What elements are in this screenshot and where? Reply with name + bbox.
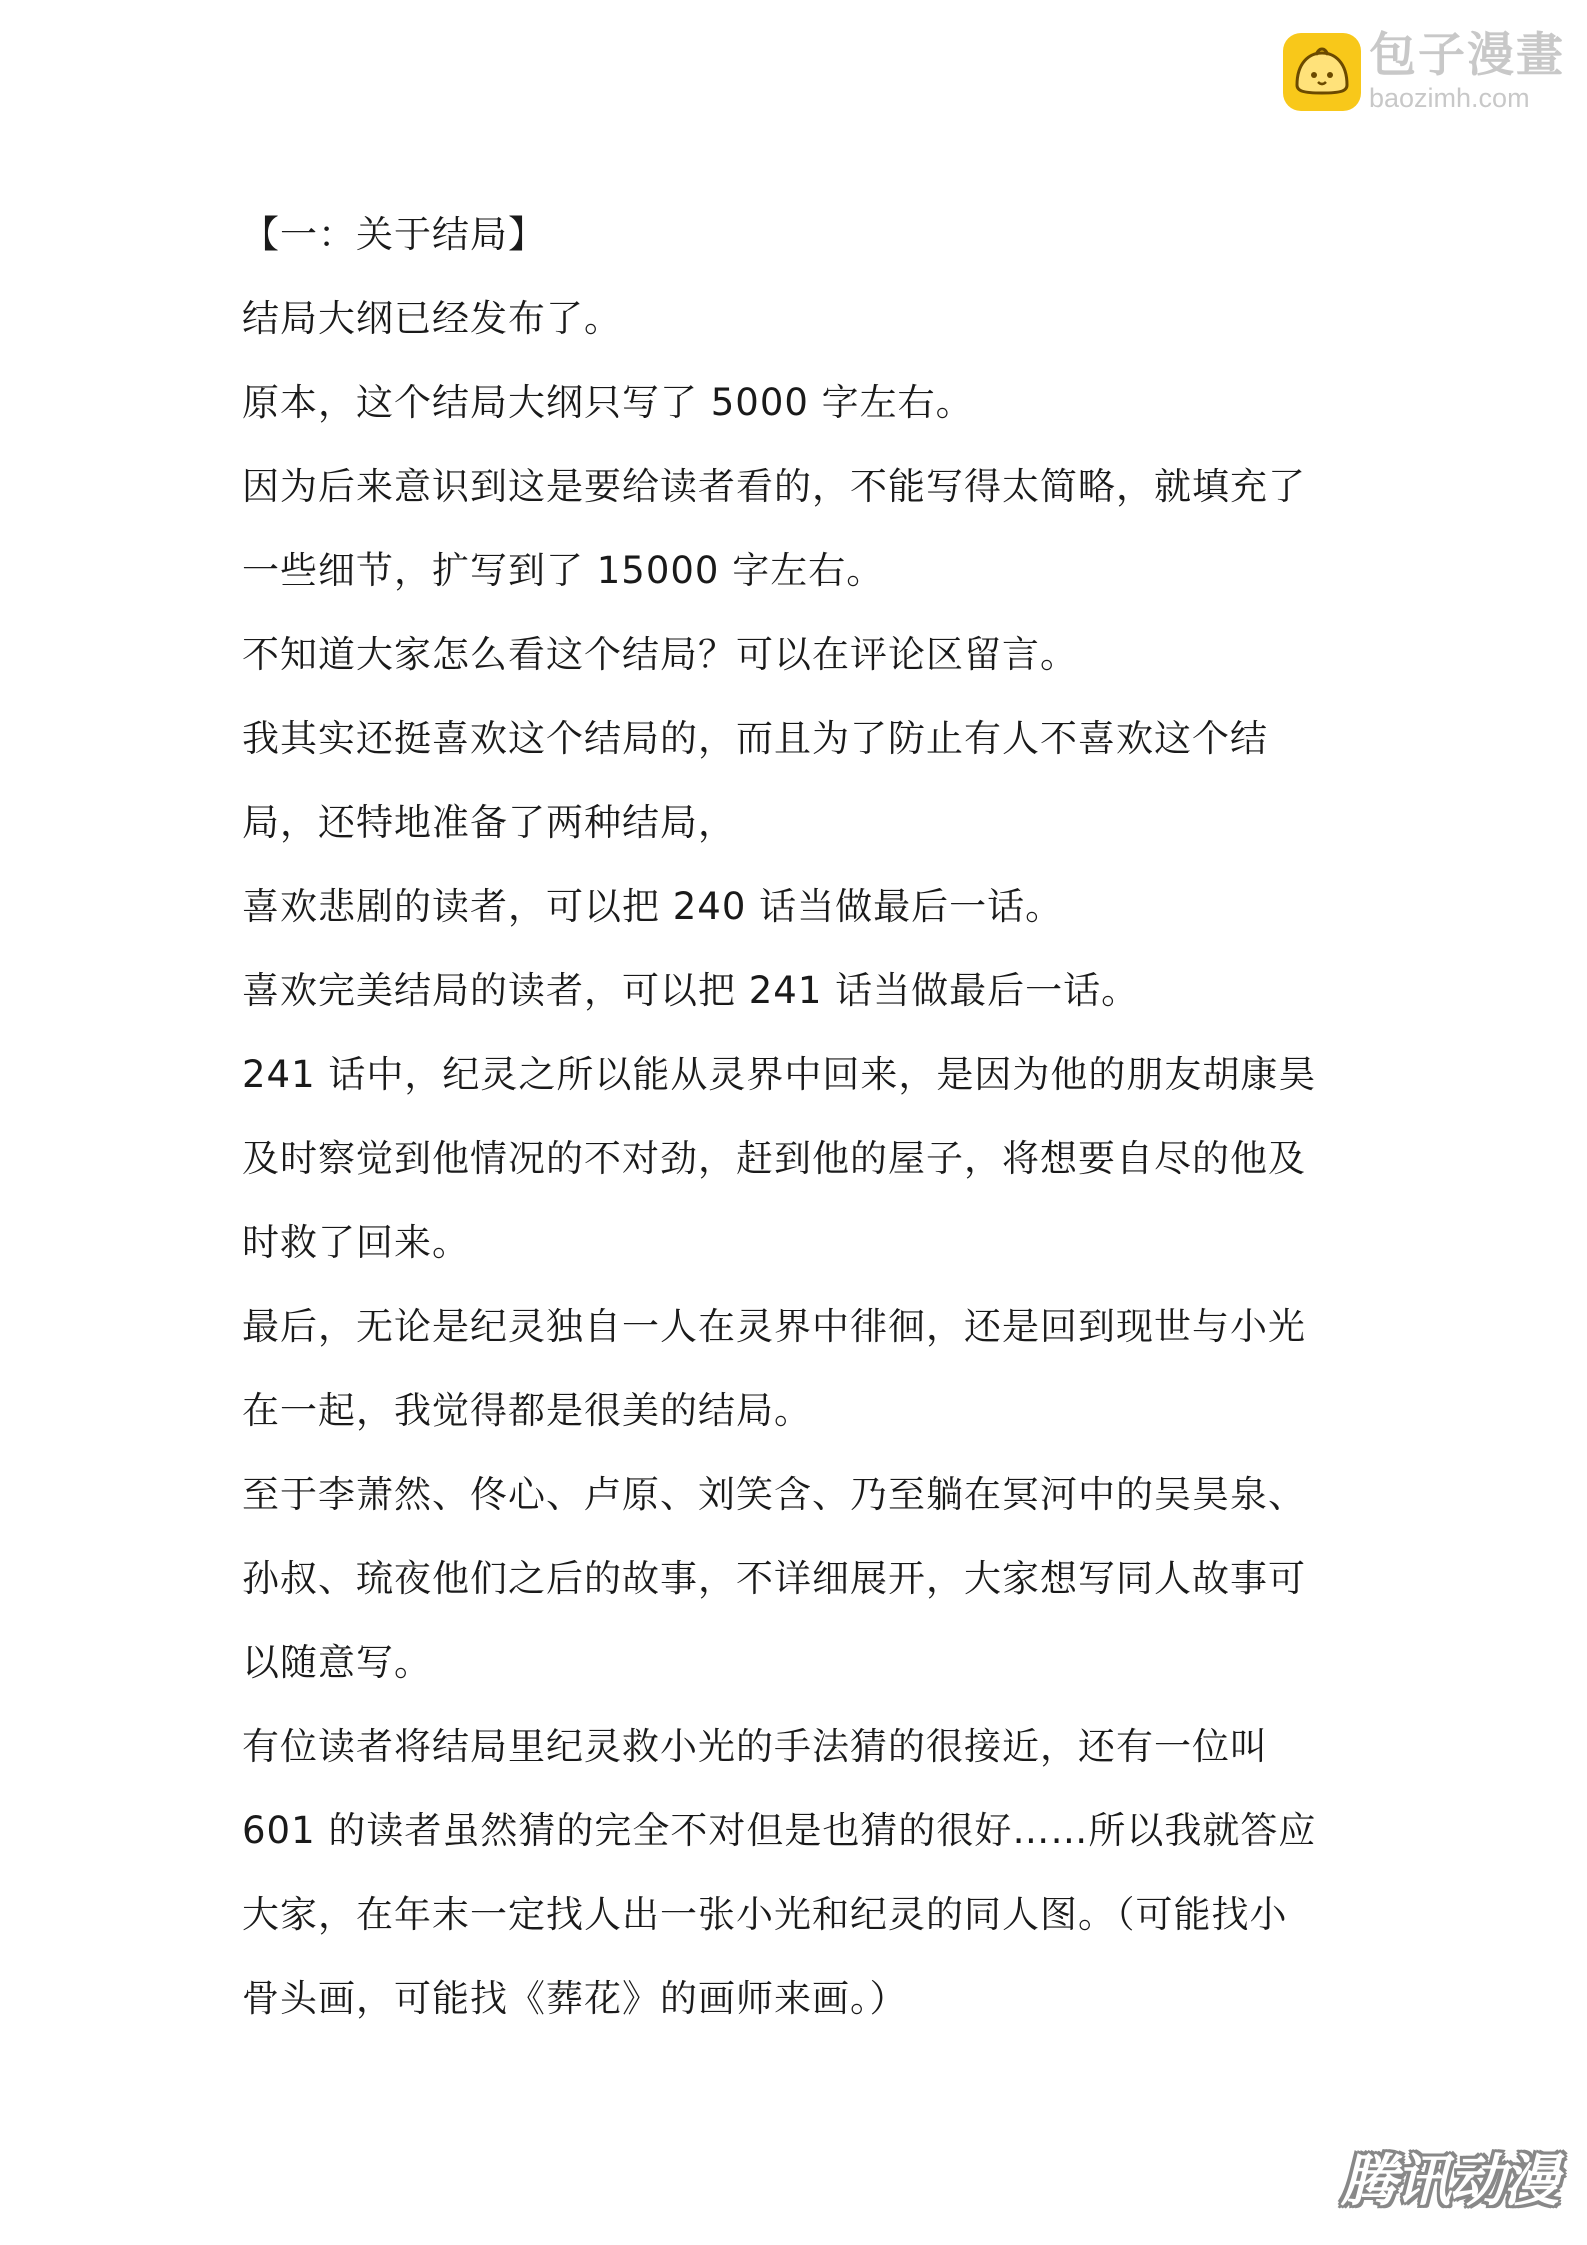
paragraph-line: 至于李萧然、佟心、卢原、刘笑含、乃至躺在冥河中的吴昊泉、	[242, 1473, 1306, 1516]
paragraph-line: 及时察觉到他情况的不对劲，赶到他的屋子，将想要自尽的他及	[242, 1137, 1306, 1180]
section-heading: 【一：关于结局】	[242, 213, 546, 256]
paragraph-line: 241 话中，纪灵之所以能从灵界中回来，是因为他的朋友胡康昊	[242, 1053, 1317, 1096]
bun-icon	[1283, 33, 1361, 111]
paragraph-line: 喜欢完美结局的读者，可以把 241 话当做最后一话。	[242, 969, 1140, 1012]
paragraph-line: 骨头画，可能找《葬花》的画师来画。）	[242, 1977, 908, 2020]
paragraph-line: 喜欢悲剧的读者，可以把 240 话当做最后一话。	[242, 885, 1064, 928]
paragraph-line: 在一起，我觉得都是很美的结局。	[242, 1389, 812, 1432]
paragraph-line: 局，还特地准备了两种结局，	[242, 801, 736, 844]
article-body	[242, 205, 1362, 2053]
watermark-url: baozimh.com	[1369, 83, 1530, 113]
paragraph-line: 我其实还挺喜欢这个结局的，而且为了防止有人不喜欢这个结	[242, 717, 1268, 760]
paragraph-line: 大家，在年末一定找人出一张小光和纪灵的同人图。（可能找小	[242, 1893, 1288, 1936]
tencent-comics-watermark: 腾讯动漫	[1341, 2149, 1557, 2214]
paragraph-line: 原本，这个结局大纲只写了 5000 字左右。	[242, 381, 974, 424]
paragraph-line: 601 的读者虽然猜的完全不对但是也猜的很好……所以我就答应	[242, 1809, 1317, 1852]
paragraph-line: 以随意写。	[242, 1641, 432, 1684]
paragraph-line: 时救了回来。	[242, 1221, 470, 1264]
paragraph-line: 孙叔、琉夜他们之后的故事，不详细展开，大家想写同人故事可	[242, 1557, 1306, 1600]
baozimh-watermark	[1283, 28, 1565, 113]
watermark-name: 包子漫畫	[1369, 28, 1565, 83]
paragraph-line: 因为后来意识到这是要给读者看的，不能写得太简略，就填充了	[242, 465, 1306, 508]
paragraph-line: 一些细节，扩写到了 15000 字左右。	[242, 549, 885, 592]
paragraph-line: 结局大纲已经发布了。	[242, 297, 622, 340]
paragraph-line: 有位读者将结局里纪灵救小光的手法猜的很接近，还有一位叫	[242, 1725, 1268, 1768]
paragraph-line: 不知道大家怎么看这个结局？可以在评论区留言。	[242, 633, 1078, 676]
paragraph-line: 最后，无论是纪灵独自一人在灵界中徘徊，还是回到现世与小光	[242, 1305, 1306, 1348]
